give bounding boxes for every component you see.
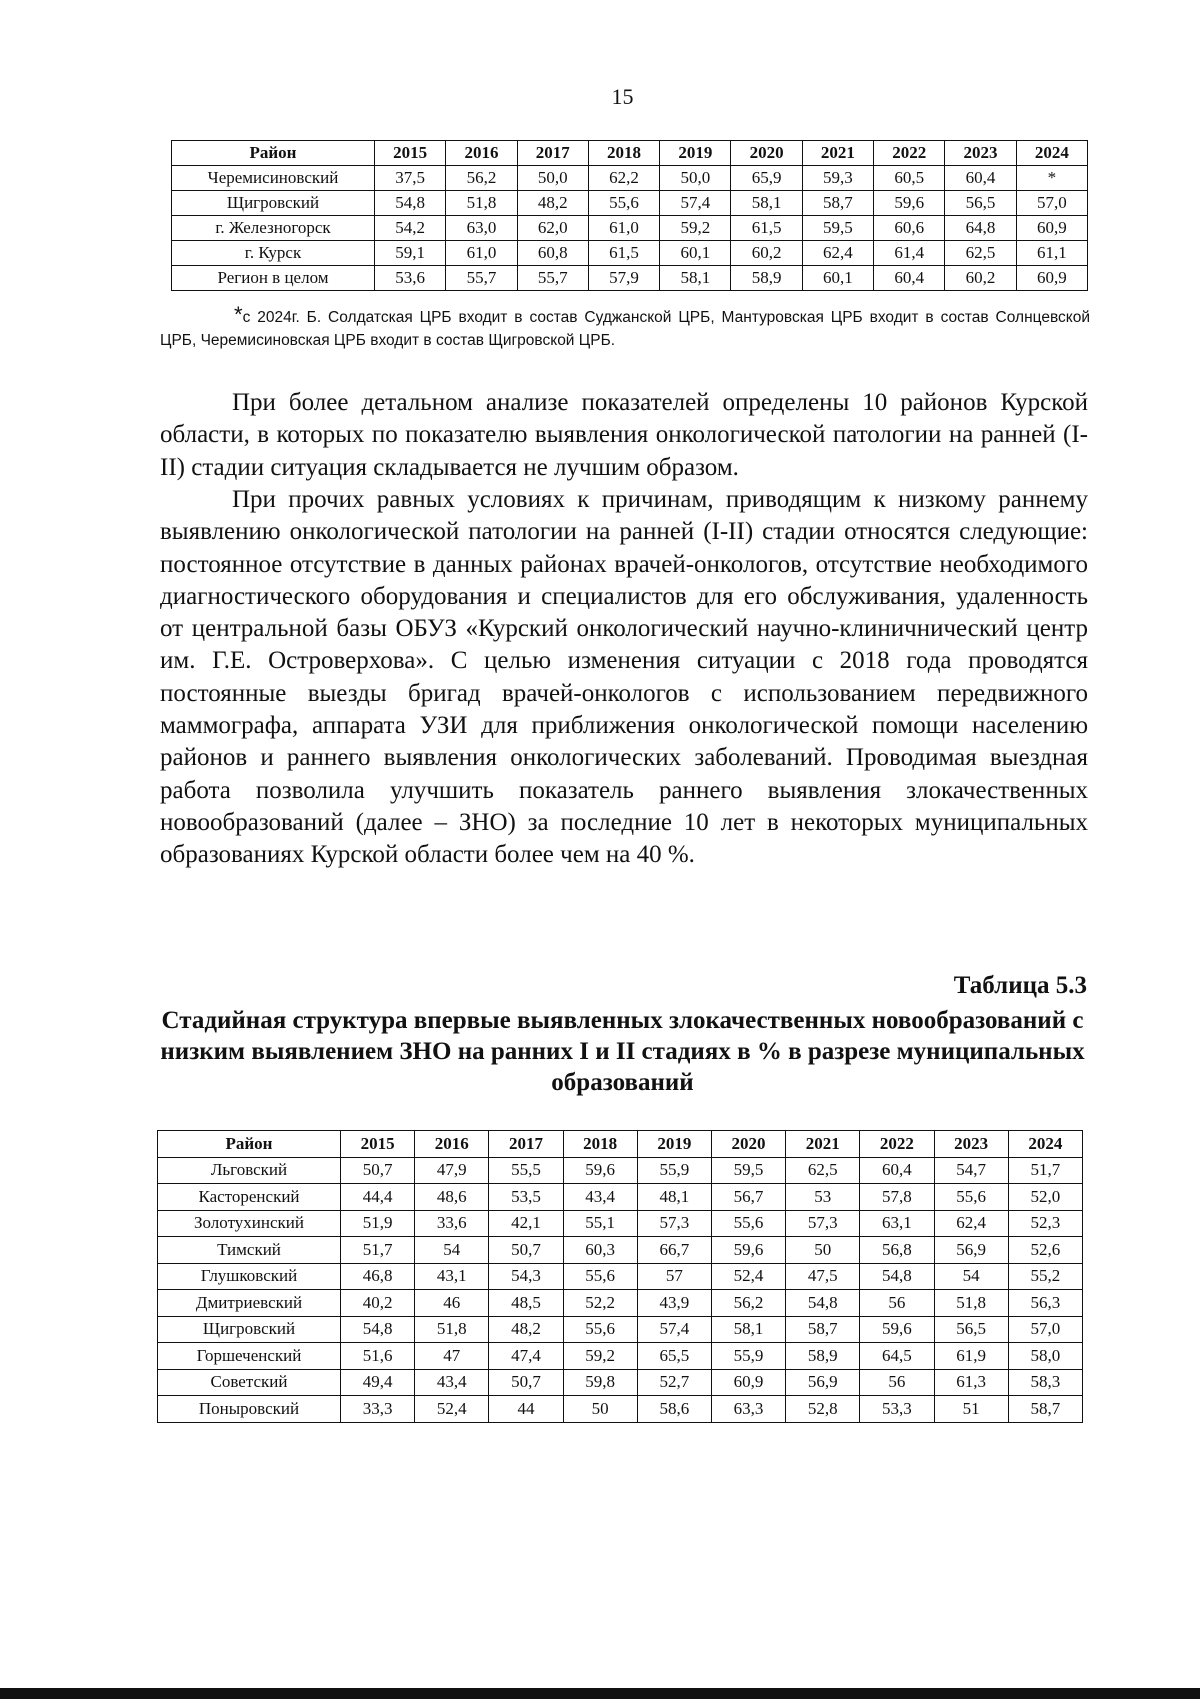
value-cell: 66,7: [637, 1237, 711, 1264]
table-row: [172, 216, 1088, 241]
column-header-district: Район: [158, 1131, 341, 1158]
value-cell: 58,7: [802, 191, 873, 216]
value-cell: 58,1: [660, 266, 731, 291]
table-header-row: [158, 1131, 1083, 1158]
value-cell: 54,8: [860, 1263, 934, 1290]
value-cell: 60,1: [802, 266, 873, 291]
value-cell: 46: [415, 1290, 489, 1317]
district-name-cell: Черемисиновский: [172, 166, 375, 191]
value-cell: 56,2: [446, 166, 517, 191]
table-row: [158, 1157, 1083, 1184]
column-header-district: Район: [172, 141, 375, 166]
table-bottom-header: [158, 1131, 1083, 1158]
district-name-cell: Щигровский: [172, 191, 375, 216]
value-cell: 52,6: [1008, 1237, 1082, 1264]
value-cell: 47: [415, 1343, 489, 1370]
value-cell: 55,1: [563, 1210, 637, 1237]
value-cell: 48,5: [489, 1290, 563, 1317]
value-cell: 56,5: [934, 1316, 1008, 1343]
value-cell: 43,1: [415, 1263, 489, 1290]
value-cell: 44,4: [341, 1184, 415, 1211]
column-header-year: 2016: [446, 141, 517, 166]
value-cell: 59,1: [375, 241, 446, 266]
value-cell: 58,3: [1008, 1369, 1082, 1396]
table-row: [172, 241, 1088, 266]
value-cell: 64,8: [945, 216, 1016, 241]
district-name-cell: Регион в целом: [172, 266, 375, 291]
value-cell: 52,7: [637, 1369, 711, 1396]
value-cell: 58,7: [1008, 1396, 1082, 1423]
table-label: Таблица 5.3: [953, 972, 1087, 999]
column-header-year: 2023: [934, 1131, 1008, 1158]
value-cell: 42,1: [489, 1210, 563, 1237]
district-name-cell: Дмитриевский: [158, 1290, 341, 1317]
value-cell: 54,2: [375, 216, 446, 241]
footnote-star: *: [234, 302, 243, 327]
value-cell: 60,9: [1016, 266, 1087, 291]
value-cell: 55,7: [446, 266, 517, 291]
value-cell: 51,9: [341, 1210, 415, 1237]
column-header-year: 2024: [1008, 1131, 1082, 1158]
column-header-year: 2017: [489, 1131, 563, 1158]
value-cell: 52,8: [786, 1396, 860, 1423]
value-cell: 55,6: [711, 1210, 785, 1237]
column-header-year: 2020: [711, 1131, 785, 1158]
value-cell: 51: [934, 1396, 1008, 1423]
value-cell: 51,8: [446, 191, 517, 216]
value-cell: 51,6: [341, 1343, 415, 1370]
table-row: [158, 1396, 1083, 1423]
value-cell: 62,4: [802, 241, 873, 266]
value-cell: 54,3: [489, 1263, 563, 1290]
column-header-year: 2021: [802, 141, 873, 166]
value-cell: 59,6: [874, 191, 945, 216]
value-cell: 60,1: [660, 241, 731, 266]
value-cell: 59,8: [563, 1369, 637, 1396]
table-top-header: [172, 141, 1088, 166]
value-cell: 50,7: [341, 1157, 415, 1184]
value-cell: 59,6: [563, 1157, 637, 1184]
value-cell: 55,6: [588, 191, 659, 216]
column-header-year: 2018: [563, 1131, 637, 1158]
value-cell: 52,4: [415, 1396, 489, 1423]
value-cell: 55,5: [489, 1157, 563, 1184]
value-cell: 37,5: [375, 166, 446, 191]
value-cell: 60,2: [731, 241, 802, 266]
value-cell: 33,3: [341, 1396, 415, 1423]
value-cell: 57: [637, 1263, 711, 1290]
value-cell: 52,0: [1008, 1184, 1082, 1211]
value-cell: 65,9: [731, 166, 802, 191]
paragraph-analysis: При более детальном анализе показателей определены 10 районов Курской области, в которых по показателю выявления онкологической патологии на ранней (I-II) стадии ситуация складывается не лучшим образом.: [160, 389, 1088, 481]
value-cell: 55,2: [1008, 1263, 1082, 1290]
value-cell: 56,9: [786, 1369, 860, 1396]
value-cell: 55,9: [711, 1343, 785, 1370]
footnote-text: с 2024г. Б. Солдатская ЦРБ входит в состав Суджанской ЦРБ, Мантуровская ЦРБ входит в состав Солнцевской ЦРБ, Черемисиновская ЦРБ входит в состав Щигровской ЦРБ.: [160, 309, 1090, 349]
value-cell: 61,4: [874, 241, 945, 266]
value-cell: 61,1: [1016, 241, 1087, 266]
table-top-body: [172, 166, 1088, 291]
table-title: Стадийная структура впервые выявленных злокачественных новообразований с низким выявлением ЗНО на ранних I и II стадиях в % в разрезе муниципальных образований: [160, 1007, 1085, 1096]
value-cell: 56: [860, 1290, 934, 1317]
value-cell: 55,6: [563, 1316, 637, 1343]
table-row: [158, 1237, 1083, 1264]
value-cell: 56,3: [1008, 1290, 1082, 1317]
value-cell: 54,7: [934, 1157, 1008, 1184]
table-row: [158, 1210, 1083, 1237]
value-cell: 61,0: [446, 241, 517, 266]
value-cell: 60,4: [945, 166, 1016, 191]
table-row: [172, 266, 1088, 291]
value-cell: 58,7: [786, 1316, 860, 1343]
value-cell: 57,0: [1016, 191, 1087, 216]
value-cell: 55,9: [637, 1157, 711, 1184]
value-cell: 62,0: [517, 216, 588, 241]
value-cell: 59,2: [660, 216, 731, 241]
value-cell: 60,4: [860, 1157, 934, 1184]
value-cell: 56,5: [945, 191, 1016, 216]
column-header-year: 2020: [731, 141, 802, 166]
value-cell: 56: [860, 1369, 934, 1396]
value-cell: 58,9: [786, 1343, 860, 1370]
value-cell: 50: [786, 1237, 860, 1264]
value-cell: 52,2: [563, 1290, 637, 1317]
value-cell: 56,9: [934, 1237, 1008, 1264]
value-cell: 58,6: [637, 1396, 711, 1423]
district-name-cell: Советский: [158, 1369, 341, 1396]
value-cell: 47,4: [489, 1343, 563, 1370]
district-name-cell: Золотухинский: [158, 1210, 341, 1237]
value-cell: 60,2: [945, 266, 1016, 291]
value-cell: 55,6: [934, 1184, 1008, 1211]
value-cell: 56,7: [711, 1184, 785, 1211]
value-cell: 51,7: [1008, 1157, 1082, 1184]
value-cell: 48,1: [637, 1184, 711, 1211]
table-row: [158, 1263, 1083, 1290]
table-header-row: [172, 141, 1088, 166]
value-cell: 55,7: [517, 266, 588, 291]
value-cell: 54,8: [341, 1316, 415, 1343]
value-cell: 57,8: [860, 1184, 934, 1211]
value-cell: 43,9: [637, 1290, 711, 1317]
district-name-cell: Льговский: [158, 1157, 341, 1184]
value-cell: 59,2: [563, 1343, 637, 1370]
value-cell: 46,8: [341, 1263, 415, 1290]
table-row: [158, 1369, 1083, 1396]
district-name-cell: г. Курск: [172, 241, 375, 266]
district-name-cell: Горшеченский: [158, 1343, 341, 1370]
value-cell: 53,6: [375, 266, 446, 291]
value-cell: 58,0: [1008, 1343, 1082, 1370]
value-cell: 54: [934, 1263, 1008, 1290]
table-row: [158, 1290, 1083, 1317]
column-header-year: 2017: [517, 141, 588, 166]
value-cell: 51,8: [415, 1316, 489, 1343]
value-cell: 59,5: [711, 1157, 785, 1184]
value-cell: 48,2: [489, 1316, 563, 1343]
value-cell: 56,2: [711, 1290, 785, 1317]
value-cell: 51,8: [934, 1290, 1008, 1317]
value-cell: 47,5: [786, 1263, 860, 1290]
value-cell: 64,5: [860, 1343, 934, 1370]
column-header-year: 2024: [1016, 141, 1087, 166]
table-row: [172, 191, 1088, 216]
value-cell: 57,3: [786, 1210, 860, 1237]
value-cell: 58,1: [711, 1316, 785, 1343]
district-name-cell: Щигровский: [158, 1316, 341, 1343]
value-cell: 50,0: [660, 166, 731, 191]
district-name-cell: Касторенский: [158, 1184, 341, 1211]
column-header-year: 2018: [588, 141, 659, 166]
column-header-year: 2019: [637, 1131, 711, 1158]
low-detection-districts-table: [157, 1130, 1083, 1423]
paragraph-causes: При прочих равных условиях к причинам, приводящим к низкому раннему выявлению онкологической патологии на ранней (I-II) стадии относятся следующие: постоянное отсутствие в данных районах врачей-онкологов, отсутствие необходимого диагностического оборудования и специалистов для его обслуживания, удаленность от центральной базы ОБУЗ «Курский онкологический научно-клиничнический центр им. Г.Е. Островерхова». С целью изменения ситуации с 2018 года проводятся постоянные выезды бригад врачей-онкологов с использованием передвижного маммографа, аппарата УЗИ для приближения онкологической помощи населению районов и раннего выявления онкологических заболеваний. Проводимая выездная работа позволила улучшить показатель раннего выявления злокачественных новообразований (далее – ЗНО) за последние 10 лет в некоторых муниципальных образованиях Курской области более чем на 40 %.: [160, 486, 1088, 869]
value-cell: 60,5: [874, 166, 945, 191]
district-stats-table-top: [171, 140, 1088, 291]
column-header-year: 2019: [660, 141, 731, 166]
value-cell: 52,3: [1008, 1210, 1082, 1237]
column-header-year: 2022: [860, 1131, 934, 1158]
value-cell: 58,1: [731, 191, 802, 216]
value-cell: 57,4: [637, 1316, 711, 1343]
table-bottom-body: [158, 1157, 1083, 1422]
value-cell: 54,8: [375, 191, 446, 216]
table-row: [158, 1316, 1083, 1343]
value-cell: 59,5: [802, 216, 873, 241]
value-cell: 61,0: [588, 216, 659, 241]
value-cell: 61,9: [934, 1343, 1008, 1370]
column-header-year: 2016: [415, 1131, 489, 1158]
value-cell: 63,3: [711, 1396, 785, 1423]
district-name-cell: Тимский: [158, 1237, 341, 1264]
value-cell: 61,5: [731, 216, 802, 241]
table-row: [158, 1184, 1083, 1211]
value-cell: 61,3: [934, 1369, 1008, 1396]
value-cell: 50,7: [489, 1237, 563, 1264]
value-cell: 60,9: [711, 1369, 785, 1396]
value-cell: 62,2: [588, 166, 659, 191]
value-cell: 51,7: [341, 1237, 415, 1264]
value-cell: 62,4: [934, 1210, 1008, 1237]
value-cell: 59,6: [711, 1237, 785, 1264]
value-cell: 49,4: [341, 1369, 415, 1396]
value-cell: 62,5: [786, 1157, 860, 1184]
value-cell: 53,3: [860, 1396, 934, 1423]
value-cell: 61,5: [588, 241, 659, 266]
value-cell: 48,6: [415, 1184, 489, 1211]
value-cell: 62,5: [945, 241, 1016, 266]
column-header-year: 2021: [786, 1131, 860, 1158]
value-cell: 60,4: [874, 266, 945, 291]
value-cell: 52,4: [711, 1263, 785, 1290]
value-cell: 60,3: [563, 1237, 637, 1264]
value-cell: 54,8: [786, 1290, 860, 1317]
value-cell: 50: [563, 1396, 637, 1423]
value-cell: 55,6: [563, 1263, 637, 1290]
value-cell: 47,9: [415, 1157, 489, 1184]
value-cell: 59,6: [860, 1316, 934, 1343]
column-header-year: 2022: [874, 141, 945, 166]
value-cell: 60,8: [517, 241, 588, 266]
district-name-cell: Поныровский: [158, 1396, 341, 1423]
value-cell: 50,0: [517, 166, 588, 191]
scan-border: [0, 1688, 1200, 1699]
value-cell: 54: [415, 1237, 489, 1264]
value-cell: 65,5: [637, 1343, 711, 1370]
column-header-year: 2015: [341, 1131, 415, 1158]
value-cell: 60,9: [1016, 216, 1087, 241]
value-cell: 43,4: [415, 1369, 489, 1396]
value-cell: 43,4: [563, 1184, 637, 1211]
value-cell: 59,3: [802, 166, 873, 191]
page-number: 15: [611, 84, 634, 109]
value-cell: 53,5: [489, 1184, 563, 1211]
table-footnote: [160, 302, 1090, 352]
value-cell: *: [1016, 166, 1087, 191]
value-cell: 57,0: [1008, 1316, 1082, 1343]
value-cell: 44: [489, 1396, 563, 1423]
column-header-year: 2015: [375, 141, 446, 166]
value-cell: 56,8: [860, 1237, 934, 1264]
value-cell: 50,7: [489, 1369, 563, 1396]
value-cell: 60,6: [874, 216, 945, 241]
value-cell: 53: [786, 1184, 860, 1211]
value-cell: 57,9: [588, 266, 659, 291]
table-row: [158, 1343, 1083, 1370]
table-row: [172, 166, 1088, 191]
value-cell: 48,2: [517, 191, 588, 216]
value-cell: 57,4: [660, 191, 731, 216]
value-cell: 40,2: [341, 1290, 415, 1317]
value-cell: 33,6: [415, 1210, 489, 1237]
district-name-cell: г. Железногорск: [172, 216, 375, 241]
value-cell: 58,9: [731, 266, 802, 291]
district-name-cell: Глушковский: [158, 1263, 341, 1290]
column-header-year: 2023: [945, 141, 1016, 166]
value-cell: 57,3: [637, 1210, 711, 1237]
value-cell: 63,1: [860, 1210, 934, 1237]
value-cell: 63,0: [446, 216, 517, 241]
